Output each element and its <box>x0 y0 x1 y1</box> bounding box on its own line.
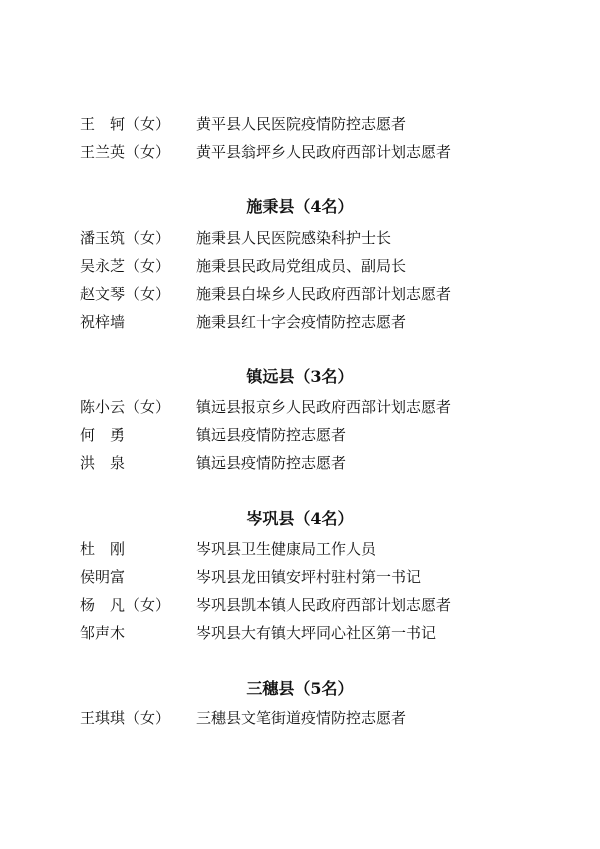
person-name: 潘玉筑（女） <box>80 229 171 247</box>
person-description: 施秉县红十字会疫情防控志愿者 <box>196 313 407 331</box>
person-description: 三穗县文笔街道疫情防控志愿者 <box>196 709 407 727</box>
person-name: 王 轲（女） <box>80 115 171 133</box>
person-description: 黄平县翁坪乡人民政府西部计划志愿者 <box>196 143 452 161</box>
person-description: 镇远县疫情防控志愿者 <box>196 426 347 444</box>
person-description: 岑巩县卫生健康局工作人员 <box>196 540 377 558</box>
person-description: 岑巩县龙田镇安坪村驻村第一书记 <box>196 568 422 586</box>
person-description: 黄平县人民医院疫情防控志愿者 <box>196 115 407 133</box>
person-name: 何 勇 <box>80 426 126 444</box>
person-name: 杨 凡（女） <box>80 596 171 614</box>
person-name: 祝梓墙 <box>80 313 126 331</box>
person-name: 洪 泉 <box>80 454 126 472</box>
person-name: 王琪琪（女） <box>80 709 171 727</box>
person-name: 陈小云（女） <box>80 398 171 416</box>
person-description: 岑巩县凯本镇人民政府西部计划志愿者 <box>196 596 452 614</box>
person-name: 赵文琴（女） <box>80 285 171 303</box>
section-heading-cengong: 岑巩县（4名） <box>246 509 354 528</box>
person-name: 侯明富 <box>80 568 126 586</box>
person-name: 吴永芝（女） <box>80 257 171 275</box>
person-description: 镇远县报京乡人民政府西部计划志愿者 <box>196 398 452 416</box>
section-heading-sansui: 三穗县（5名） <box>246 679 354 698</box>
person-name: 杜 刚 <box>80 540 126 558</box>
person-description: 施秉县人民医院感染科护士长 <box>196 229 392 247</box>
section-heading-shibing: 施秉县（4名） <box>246 197 354 216</box>
person-description: 施秉县民政局党组成员、副局长 <box>196 257 407 275</box>
person-description: 施秉县白垛乡人民政府西部计划志愿者 <box>196 285 452 303</box>
person-name: 邹声木 <box>80 624 126 642</box>
person-description: 镇远县疫情防控志愿者 <box>196 454 347 472</box>
person-name: 王兰英（女） <box>80 143 171 161</box>
person-description: 岑巩县大有镇大坪同心社区第一书记 <box>196 624 437 642</box>
section-heading-zhenyuan: 镇远县（3名） <box>246 367 354 386</box>
